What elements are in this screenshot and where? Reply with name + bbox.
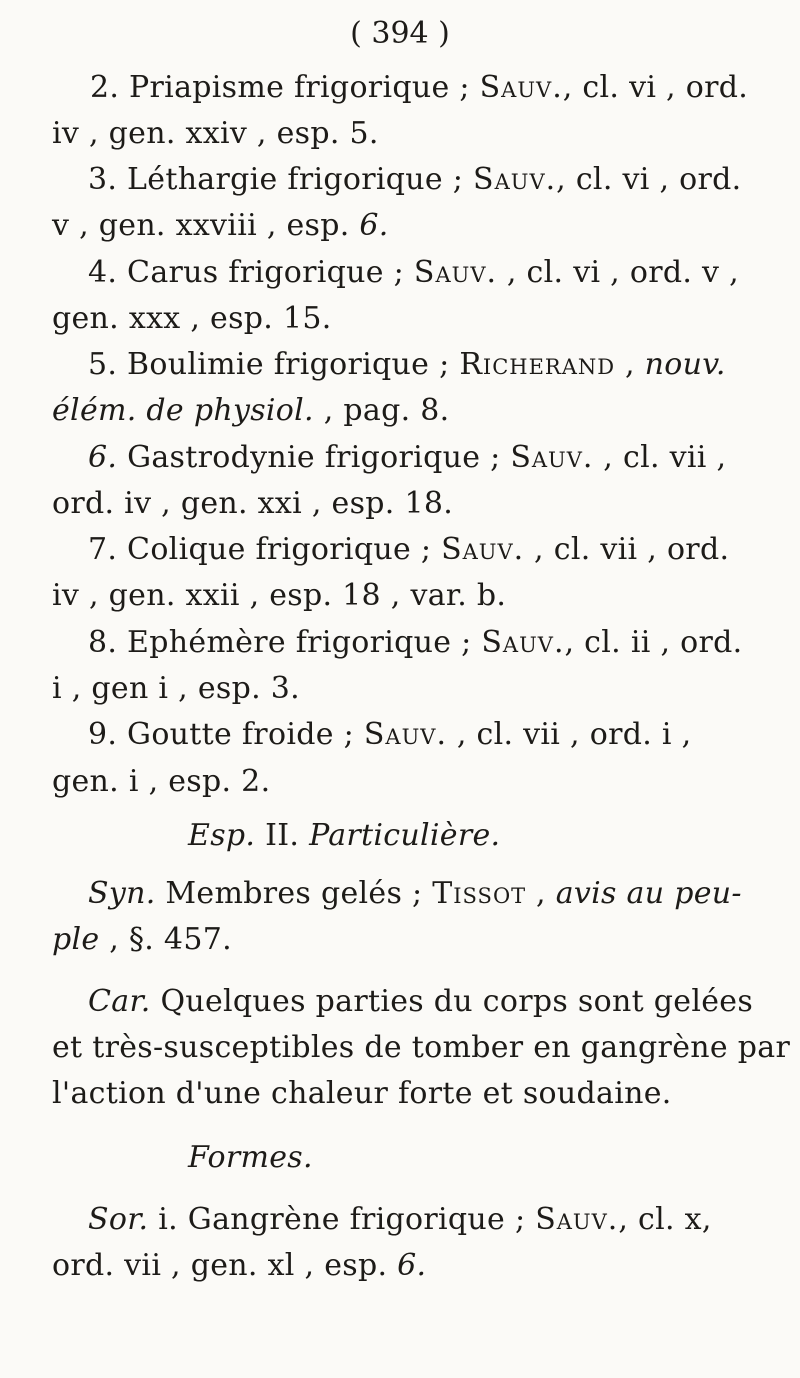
text-line	[52, 1076, 672, 1112]
text-run: 2. Priapisme frigorique ;	[90, 70, 480, 105]
italic-text: avis au peu-	[555, 876, 742, 911]
text-run: , cl. vii ,	[593, 440, 727, 475]
text-run: 8. Ephémère frigorique ;	[88, 625, 482, 660]
italic-text: nouv.	[644, 347, 726, 382]
italic-text: 6.	[359, 208, 389, 243]
italic-text: 6.	[88, 440, 118, 475]
text-line	[52, 671, 300, 707]
italic-text: Formes.	[188, 1140, 313, 1175]
text-line	[88, 984, 753, 1020]
italic-text: ple	[52, 922, 100, 957]
author-name: Sauv.	[535, 1202, 619, 1237]
text-line	[88, 532, 729, 568]
text-line	[90, 70, 748, 106]
text-run: II.	[255, 818, 310, 853]
italic-text: 6.	[397, 1248, 427, 1283]
text-run: l'action d'une chaleur forte et soudaine.	[52, 1076, 672, 1111]
text-line	[52, 578, 506, 614]
text-run: iv , gen. xxiv , esp. 5.	[52, 116, 379, 151]
text-run: 5. Boulimie frigorique ;	[88, 347, 460, 382]
text-run: 7. Colique frigorique ;	[88, 532, 442, 567]
text-line	[52, 208, 389, 244]
text-line	[52, 1248, 426, 1284]
text-run: , cl. vi , ord. v ,	[497, 255, 739, 290]
text-run: et très-susceptibles de tomber en gangrène par	[52, 1030, 791, 1065]
author-name: Sauv.	[510, 440, 594, 475]
text-line	[188, 818, 500, 854]
text-run: gen. xxx , esp. 15.	[52, 301, 332, 336]
text-run: , §. 457.	[99, 922, 232, 957]
page-number-header: ( 394 )	[350, 16, 450, 51]
text-line	[52, 116, 379, 152]
text-line	[52, 486, 453, 522]
author-name: Sauv.	[481, 625, 565, 660]
text-run: gen. i , esp. 2.	[52, 764, 271, 799]
text-line	[188, 1140, 313, 1176]
author-name: Richerand	[459, 347, 616, 382]
text-run: ord. iv , gen. xxi , esp. 18.	[52, 486, 454, 521]
text-line	[52, 301, 332, 337]
text-line	[88, 347, 726, 383]
text-run: ,	[526, 876, 556, 911]
text-run: 9. Goutte froide ;	[88, 717, 364, 752]
text-run: i. Gangrène frigorique ;	[148, 1202, 536, 1237]
text-line	[52, 764, 270, 800]
italic-text: Sor.	[88, 1202, 149, 1237]
text-line	[88, 876, 742, 912]
text-run: Membres gelés ;	[155, 876, 433, 911]
text-run: Quelques parties du corps sont gelées	[150, 984, 754, 1019]
text-run: , cl. vii , ord.	[524, 532, 730, 567]
text-line	[88, 440, 726, 476]
text-run: , cl. vii , ord. i ,	[446, 717, 692, 752]
text-line	[88, 717, 691, 753]
author-name: Sauv.	[473, 162, 557, 197]
text-line	[88, 255, 739, 291]
text-run: , cl. ii , ord.	[564, 625, 743, 660]
text-run: , pag. 8.	[313, 393, 450, 428]
text-line	[52, 1030, 790, 1066]
text-run: , cl. x,	[618, 1202, 712, 1237]
author-name: Sauv.	[479, 70, 563, 105]
text-line	[52, 922, 232, 958]
text-run: Gastrodynie frigorique ;	[117, 440, 511, 475]
text-run: 3. Léthargie frigorique ;	[88, 162, 474, 197]
text-line	[88, 162, 742, 198]
italic-text: Syn.	[88, 876, 156, 911]
text-run: ,	[615, 347, 645, 382]
italic-text: Particulière.	[309, 818, 501, 853]
text-line	[88, 1202, 712, 1238]
text-line	[88, 625, 742, 661]
text-run: , cl. vi , ord.	[562, 70, 749, 105]
author-name: Tissot	[432, 876, 527, 911]
author-name: Sauv.	[441, 532, 525, 567]
text-run: i , gen i , esp. 3.	[52, 671, 300, 706]
italic-text: Esp.	[188, 818, 256, 853]
author-name: Sauv.	[413, 255, 498, 290]
italic-text: élém. de physiol.	[52, 393, 314, 428]
text-run: v , gen. xxviii , esp.	[52, 208, 360, 243]
text-run: , cl. vi , ord.	[556, 162, 742, 197]
text-line	[52, 393, 449, 429]
text-run: ord. vii , gen. xl , esp.	[52, 1248, 398, 1283]
author-name: Sauv.	[363, 717, 447, 752]
text-run: iv , gen. xxii , esp. 18 , var. b.	[52, 578, 507, 613]
text-run: 4. Carus frigorique ;	[88, 255, 414, 290]
italic-text: Car.	[88, 984, 151, 1019]
